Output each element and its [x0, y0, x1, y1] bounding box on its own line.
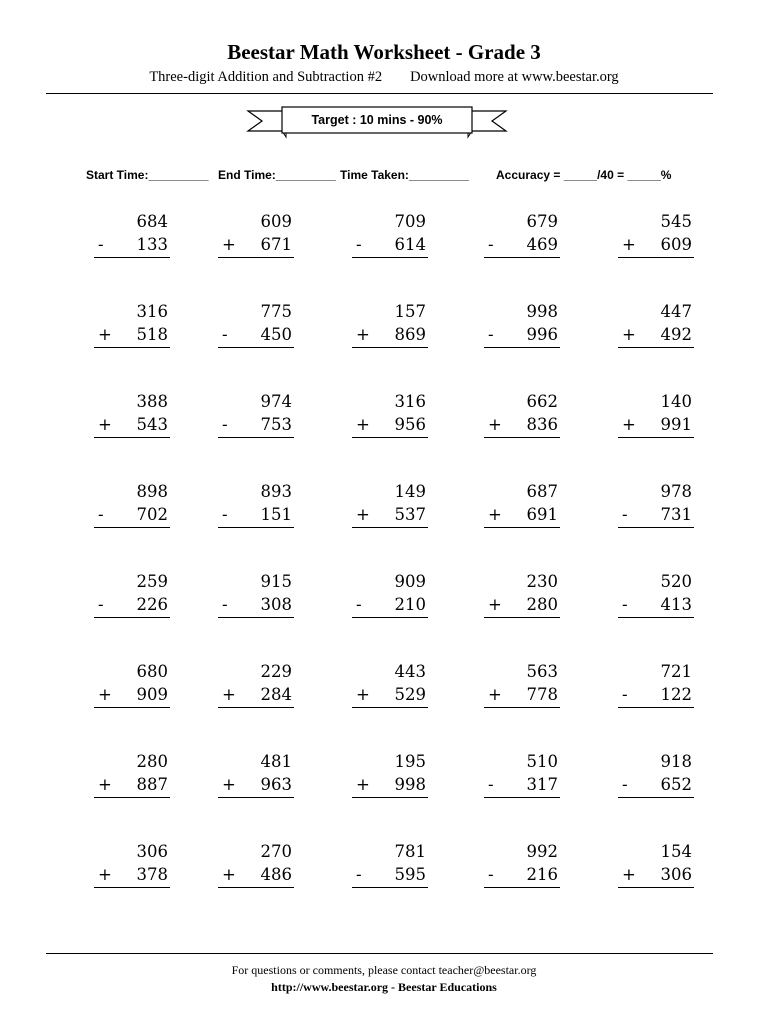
answer-line [218, 347, 294, 348]
bottom-number: 413 [660, 595, 692, 614]
operator: + [98, 685, 112, 704]
math-problem [352, 662, 428, 710]
top-number: 898 [136, 482, 168, 501]
top-number: 679 [526, 212, 558, 231]
top-number: 259 [136, 572, 168, 591]
bottom-number: 469 [526, 235, 558, 254]
answer-line [352, 527, 428, 528]
top-number: 998 [526, 302, 558, 321]
bottom-number: 909 [136, 685, 168, 704]
math-problem [484, 842, 560, 890]
top-number: 775 [260, 302, 292, 321]
math-problem [94, 212, 170, 260]
top-number: 915 [260, 572, 292, 591]
bottom-number: 122 [660, 685, 692, 704]
answer-line [352, 887, 428, 888]
math-problem [218, 842, 294, 890]
math-problem [352, 842, 428, 890]
bottom-number: 280 [526, 595, 558, 614]
operator: + [356, 685, 370, 704]
math-problem [94, 392, 170, 440]
top-number: 157 [394, 302, 426, 321]
operator: - [488, 325, 494, 344]
bottom-number: 996 [526, 325, 558, 344]
operator: + [222, 865, 236, 884]
math-problem [218, 662, 294, 710]
top-number: 520 [660, 572, 692, 591]
bottom-number: 731 [660, 505, 692, 524]
bottom-number: 753 [260, 415, 292, 434]
bottom-number: 450 [260, 325, 292, 344]
bottom-number: 378 [136, 865, 168, 884]
math-problem [218, 302, 294, 350]
top-number: 230 [526, 572, 558, 591]
operator: + [356, 325, 370, 344]
bottom-number: 609 [660, 235, 692, 254]
answer-line [94, 527, 170, 528]
target-text: Target : 10 mins - 90% [311, 113, 443, 127]
operator: - [98, 235, 104, 254]
math-problem [218, 392, 294, 440]
operator: + [488, 685, 502, 704]
operator: - [356, 595, 362, 614]
bottom-number: 869 [394, 325, 426, 344]
time-taken-field: Time Taken:_________ [340, 168, 469, 182]
operator: + [356, 505, 370, 524]
operator: + [488, 595, 502, 614]
answer-line [352, 797, 428, 798]
bottom-number: 691 [526, 505, 558, 524]
worksheet-subtitle [0, 69, 768, 86]
subtitle-topic: Three-digit Addition and Subtraction #2 [149, 69, 383, 85]
top-number: 684 [136, 212, 168, 231]
math-problem [484, 752, 560, 800]
answer-line [94, 707, 170, 708]
top-number: 481 [260, 752, 292, 771]
answer-line [218, 257, 294, 258]
bottom-number: 998 [394, 775, 426, 794]
answer-line [218, 887, 294, 888]
bottom-number: 702 [136, 505, 168, 524]
top-number: 316 [394, 392, 426, 411]
answer-line [618, 347, 694, 348]
top-number: 978 [660, 482, 692, 501]
answer-line [352, 437, 428, 438]
answer-line [484, 797, 560, 798]
answer-line [352, 257, 428, 258]
top-number: 447 [660, 302, 692, 321]
math-problem [218, 212, 294, 260]
bottom-number: 614 [394, 235, 426, 254]
math-problem [94, 662, 170, 710]
operator: - [356, 865, 362, 884]
bottom-number: 529 [394, 685, 426, 704]
answer-line [94, 437, 170, 438]
math-problem [484, 212, 560, 260]
top-number: 316 [136, 302, 168, 321]
math-problem [94, 842, 170, 890]
answer-line [218, 707, 294, 708]
bottom-number: 963 [260, 775, 292, 794]
operator: + [622, 235, 636, 254]
operator: + [98, 415, 112, 434]
answer-line [484, 527, 560, 528]
answer-line [618, 707, 694, 708]
bottom-number: 284 [260, 685, 292, 704]
download-link-text: Download more at www.beestar.org [410, 69, 619, 85]
operator: + [98, 325, 112, 344]
bottom-number: 991 [660, 415, 692, 434]
answer-line [484, 707, 560, 708]
answer-line [618, 797, 694, 798]
math-problem [618, 212, 694, 260]
math-problem [352, 392, 428, 440]
answer-line [218, 617, 294, 618]
top-number: 974 [260, 392, 292, 411]
operator: - [222, 415, 228, 434]
math-problem [352, 572, 428, 620]
top-number: 609 [260, 212, 292, 231]
math-problem [484, 392, 560, 440]
operator: - [222, 595, 228, 614]
bottom-number: 543 [136, 415, 168, 434]
bottom-number: 887 [136, 775, 168, 794]
math-problem [484, 572, 560, 620]
operator: - [488, 865, 494, 884]
bottom-number: 133 [136, 235, 168, 254]
answer-line [618, 437, 694, 438]
accuracy-field: Accuracy = _____/40 = _____% [496, 168, 672, 182]
answer-line [94, 617, 170, 618]
math-problem [352, 212, 428, 260]
operator: - [488, 775, 494, 794]
math-problem [618, 752, 694, 800]
bottom-number: 317 [526, 775, 558, 794]
operator: + [98, 775, 112, 794]
top-number: 229 [260, 662, 292, 681]
footer-divider [46, 953, 713, 954]
answer-line [94, 887, 170, 888]
operator: + [222, 235, 236, 254]
answer-line [218, 437, 294, 438]
operator: - [622, 595, 628, 614]
operator: + [622, 325, 636, 344]
answer-line [218, 527, 294, 528]
end-time-field: End Time:_________ [218, 168, 336, 182]
top-number: 140 [660, 392, 692, 411]
math-problem [484, 302, 560, 350]
answer-line [218, 797, 294, 798]
answer-line [94, 347, 170, 348]
operator: + [488, 505, 502, 524]
operator: + [356, 415, 370, 434]
math-problem [218, 752, 294, 800]
answer-line [484, 887, 560, 888]
math-problem [618, 572, 694, 620]
bottom-number: 595 [394, 865, 426, 884]
operator: + [488, 415, 502, 434]
operator: - [622, 775, 628, 794]
math-problem [94, 752, 170, 800]
operator: - [356, 235, 362, 254]
top-number: 388 [136, 392, 168, 411]
top-number: 918 [660, 752, 692, 771]
math-problem [484, 482, 560, 530]
top-number: 781 [394, 842, 426, 861]
operator: - [622, 505, 628, 524]
operator: + [622, 865, 636, 884]
operator: + [356, 775, 370, 794]
top-number: 909 [394, 572, 426, 591]
operator: - [222, 505, 228, 524]
bottom-number: 486 [260, 865, 292, 884]
operator: - [622, 685, 628, 704]
answer-line [94, 797, 170, 798]
bottom-number: 308 [260, 595, 292, 614]
operator: - [222, 325, 228, 344]
math-problem [618, 662, 694, 710]
bottom-number: 226 [136, 595, 168, 614]
top-number: 545 [660, 212, 692, 231]
start-time-field: Start Time:_________ [86, 168, 209, 182]
answer-line [352, 707, 428, 708]
answer-line [618, 257, 694, 258]
math-problem [618, 842, 694, 890]
math-problem [94, 482, 170, 530]
top-number: 709 [394, 212, 426, 231]
math-problem [352, 752, 428, 800]
math-problem [352, 482, 428, 530]
top-number: 662 [526, 392, 558, 411]
top-number: 280 [136, 752, 168, 771]
math-problem [94, 302, 170, 350]
contact-text: For questions or comments, please contact teacher@beestar.org [231, 963, 537, 977]
bottom-number: 778 [526, 685, 558, 704]
math-problem [618, 302, 694, 350]
answer-line [94, 257, 170, 258]
operator: + [622, 415, 636, 434]
top-number: 992 [526, 842, 558, 861]
bottom-number: 518 [136, 325, 168, 344]
top-number: 154 [660, 842, 692, 861]
math-problem [484, 662, 560, 710]
answer-line [484, 347, 560, 348]
answer-line [352, 347, 428, 348]
top-number: 687 [526, 482, 558, 501]
bottom-number: 151 [260, 505, 292, 524]
answer-line [618, 887, 694, 888]
operator: - [98, 505, 104, 524]
top-number: 680 [136, 662, 168, 681]
target-banner [246, 104, 508, 140]
operator: - [488, 235, 494, 254]
answer-line [484, 437, 560, 438]
top-number: 510 [526, 752, 558, 771]
math-problem [618, 392, 694, 440]
bottom-number: 836 [526, 415, 558, 434]
answer-line [618, 527, 694, 528]
answer-line [484, 257, 560, 258]
math-problem [618, 482, 694, 530]
top-number: 563 [526, 662, 558, 681]
math-problem [218, 572, 294, 620]
operator: - [98, 595, 104, 614]
answer-line [352, 617, 428, 618]
operator: + [98, 865, 112, 884]
bottom-number: 956 [394, 415, 426, 434]
top-number: 149 [394, 482, 426, 501]
bottom-number: 652 [660, 775, 692, 794]
math-problem [94, 572, 170, 620]
math-problem [352, 302, 428, 350]
top-number: 270 [260, 842, 292, 861]
math-problem [218, 482, 294, 530]
worksheet-title: Beestar Math Worksheet - Grade 3 [227, 40, 541, 64]
header-divider [46, 93, 713, 94]
bottom-number: 216 [526, 865, 558, 884]
answer-line [484, 617, 560, 618]
top-number: 195 [394, 752, 426, 771]
website-text: http://www.beestar.org - Beestar Educations [271, 980, 497, 994]
answer-line [618, 617, 694, 618]
top-number: 893 [260, 482, 292, 501]
bottom-number: 492 [660, 325, 692, 344]
bottom-number: 671 [260, 235, 292, 254]
bottom-number: 210 [394, 595, 426, 614]
bottom-number: 537 [394, 505, 426, 524]
bottom-number: 306 [660, 865, 692, 884]
top-number: 443 [394, 662, 426, 681]
top-number: 721 [660, 662, 692, 681]
top-number: 306 [136, 842, 168, 861]
operator: + [222, 775, 236, 794]
operator: + [222, 685, 236, 704]
